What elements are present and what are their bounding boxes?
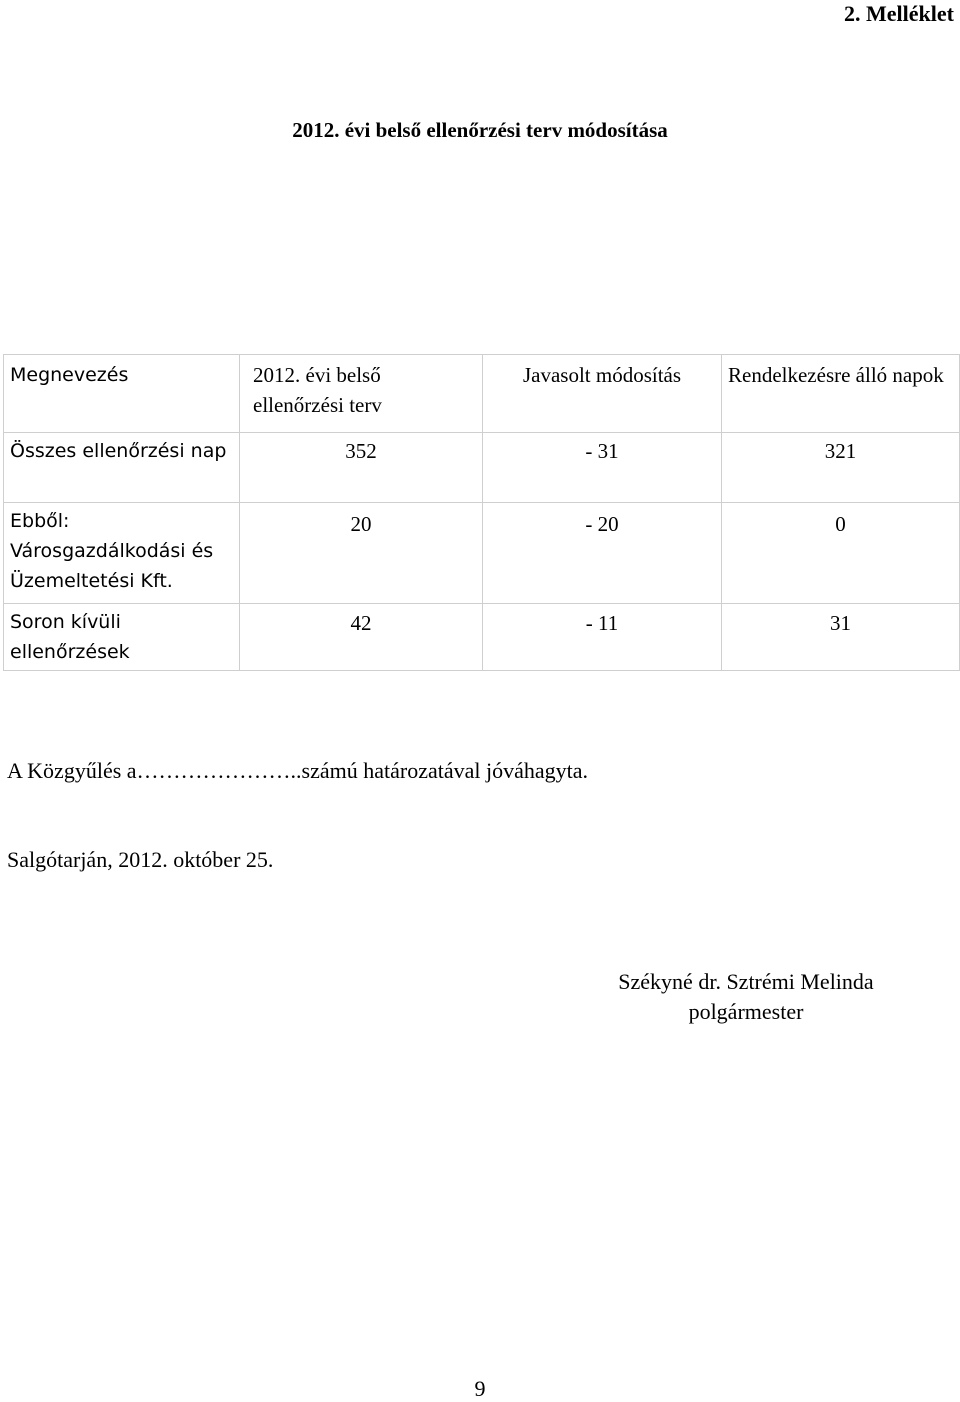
annex-label: 2. Melléklet: [844, 1, 954, 26]
table-header-row: [4, 355, 960, 433]
header-plan: 2012. évi belső ellenőrzési terv: [240, 355, 483, 433]
plan-value: 42: [240, 604, 483, 671]
signatory-name: Székyné dr. Sztrémi Melinda: [618, 969, 874, 994]
document-title: 2012. évi belső ellenőrzési terv módosítása: [292, 118, 668, 142]
available-value: 321: [722, 433, 960, 503]
plan-value: 352: [240, 433, 483, 503]
row-label: Soron kívüli ellenőrzések: [4, 604, 240, 671]
row-label: Összes ellenőrzési nap: [4, 433, 240, 503]
approval-statement: A Közgyűlés a…………………..számú határozatával jóváhagyta.: [7, 758, 589, 783]
change-value: - 20: [483, 503, 722, 604]
plan-value: 20: [240, 503, 483, 604]
available-value: 0: [722, 503, 960, 604]
audit-plan-table: [3, 354, 960, 671]
table-row: [4, 433, 960, 503]
signatory-title: polgármester: [688, 999, 804, 1024]
page-number: 9: [474, 1376, 486, 1401]
available-value: 31: [722, 604, 960, 671]
row-label: Ebből: Városgazdálkodási és Üzemeltetési Kft.: [4, 503, 240, 604]
header-available: Rendelkezésre álló napok: [722, 355, 960, 433]
header-change: Javasolt módosítás: [483, 355, 722, 433]
table-row: [4, 604, 960, 671]
header-name: Megnevezés: [4, 355, 240, 433]
change-value: - 11: [483, 604, 722, 671]
change-value: - 31: [483, 433, 722, 503]
place-and-date: Salgótarján, 2012. október 25.: [7, 847, 274, 872]
signature-block: [552, 967, 940, 1027]
table-row: [4, 503, 960, 604]
